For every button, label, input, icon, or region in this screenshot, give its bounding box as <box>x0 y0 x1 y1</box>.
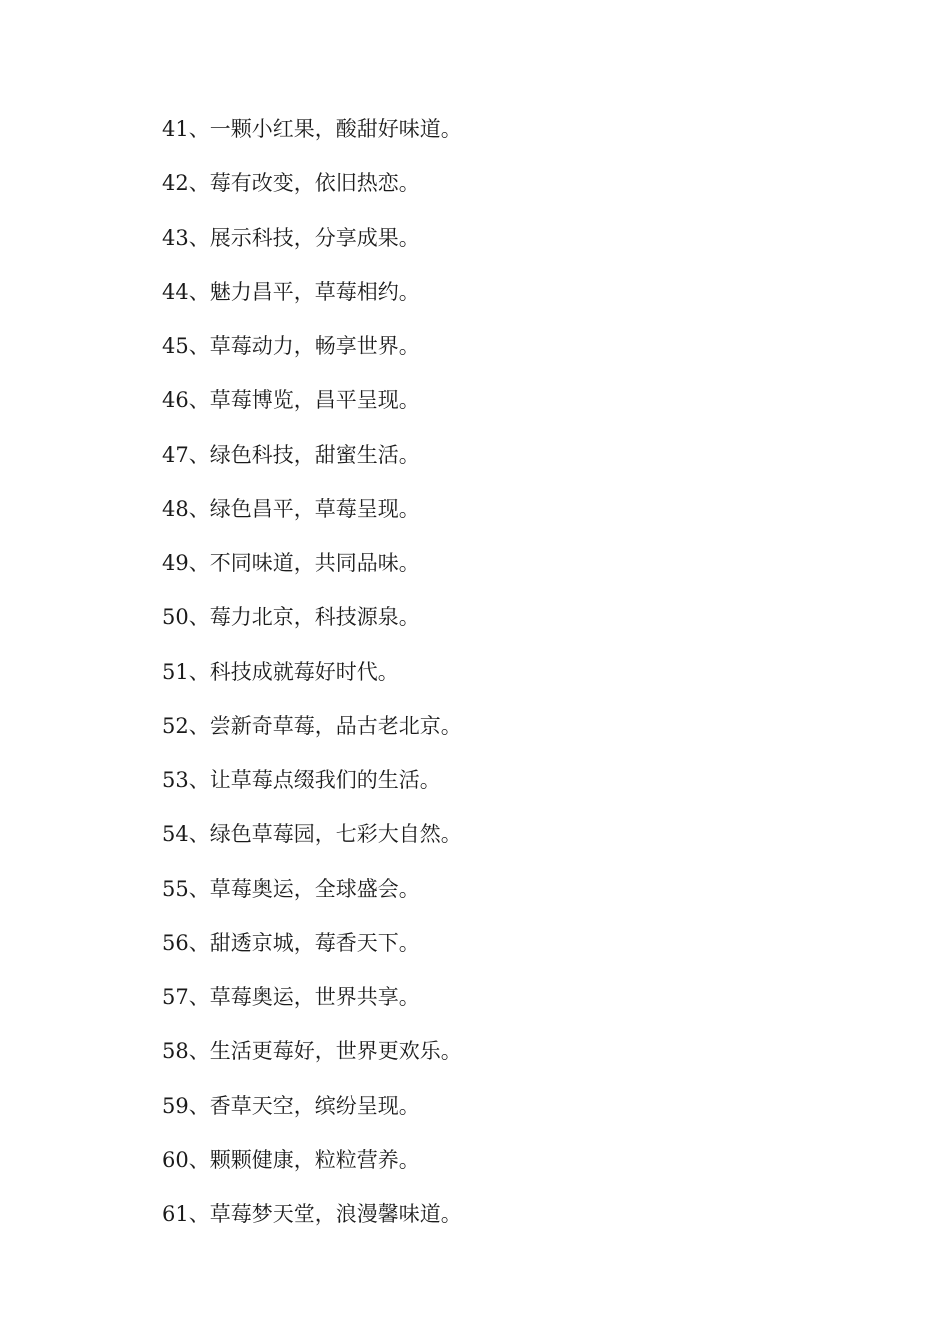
list-item: 60、颗颗健康，粒粒营养。 <box>162 1147 420 1172</box>
list-item: 58、生活更莓好，世界更欢乐。 <box>162 1039 462 1064</box>
list-item: 59、香草天空，缤纷呈现。 <box>162 1093 420 1118</box>
list-item: 57、草莓奥运，世界共享。 <box>162 985 420 1009</box>
list-item: 55、草莓奥运，全球盛会。 <box>162 876 420 901</box>
list-item: 53、让草莓点缀我们的生活。 <box>162 768 441 792</box>
list-item: 47、绿色科技，甜蜜生活。 <box>162 442 420 467</box>
list-item: 42、莓有改变，依旧热恋。 <box>162 171 420 196</box>
list-item: 46、草莓博览，昌平呈现。 <box>162 388 420 413</box>
slogan-list <box>162 115 462 1254</box>
list-item: 61、草莓梦天堂，浪漫馨味道。 <box>162 1202 462 1226</box>
list-item: 41、一颗小红果，酸甜好味道。 <box>162 117 462 141</box>
list-item: 49、不同味道，共同品味。 <box>162 551 420 575</box>
list-item: 43、展示科技，分享成果。 <box>162 225 420 250</box>
list-item: 54、绿色草莓园，七彩大自然。 <box>162 822 462 847</box>
list-item: 51、科技成就莓好时代。 <box>162 659 399 684</box>
list-item: 52、尝新奇草莓，品古老北京。 <box>162 713 462 738</box>
list-item: 44、魅力昌平，草莓相约。 <box>162 279 420 304</box>
list-item: 48、绿色昌平，草莓呈现。 <box>162 496 420 521</box>
list-item: 56、甜透京城，莓香天下。 <box>162 930 420 955</box>
list-item: 45、草莓动力，畅享世界。 <box>162 334 420 358</box>
list-item: 50、莓力北京，科技源泉。 <box>162 605 420 630</box>
